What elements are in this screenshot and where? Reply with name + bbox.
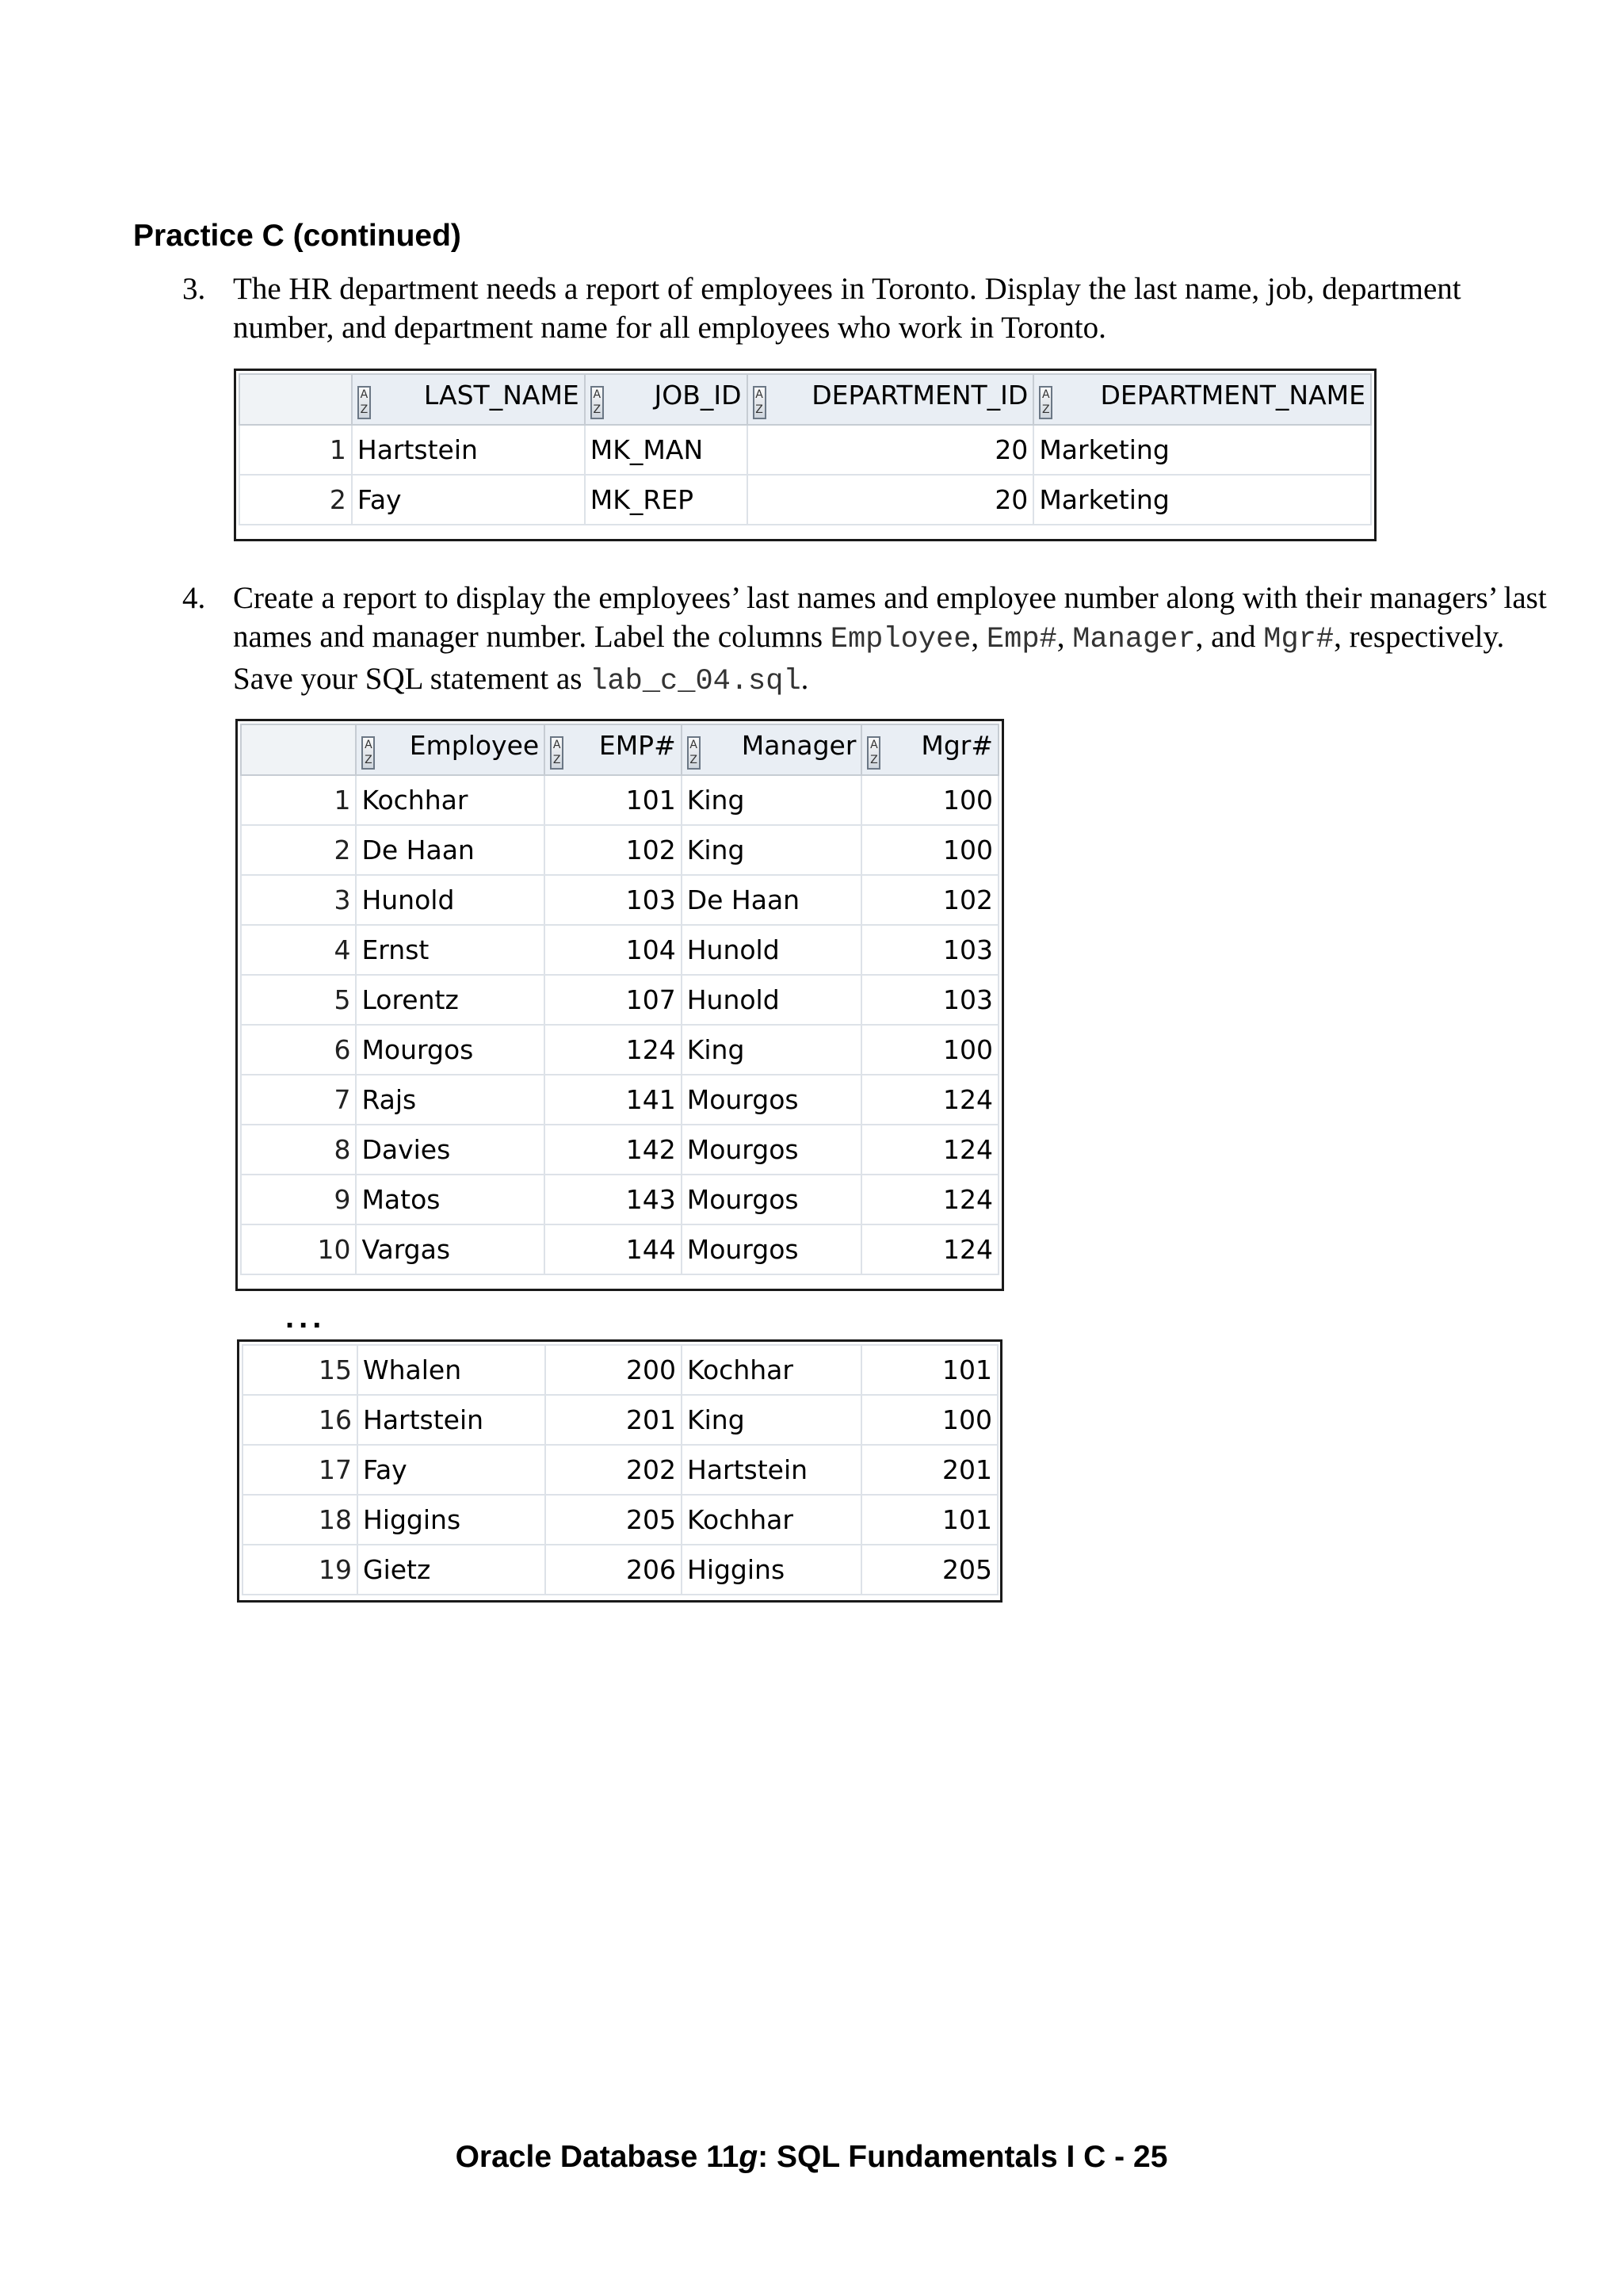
sort-icon[interactable]: A Z <box>361 736 375 770</box>
cell-department-name[interactable]: Marketing <box>1033 475 1371 525</box>
cell-last-name[interactable]: Hartstein <box>352 425 585 475</box>
cell-emp-number[interactable]: 101 <box>544 775 682 825</box>
question-4-text: Create a report to display the employees’ last names and employee number along with their managers’ last names and manager number. Label the columns Employee, Emp#, Manager, and Mgr#, respectively. Save your SQL statement as lab_c_04.sql. <box>233 581 1547 698</box>
cell-mgr-number[interactable]: 101 <box>861 1495 998 1545</box>
row-number: 4 <box>241 925 356 975</box>
column-header[interactable]: A Z Mgr# <box>861 724 999 775</box>
cell-emp-number[interactable]: 200 <box>545 1345 682 1395</box>
cell-manager[interactable]: King <box>682 825 862 875</box>
cell-emp-number[interactable]: 143 <box>544 1175 682 1224</box>
table-row[interactable] <box>241 925 999 975</box>
cell-last-name[interactable]: Fay <box>352 475 585 525</box>
cell-manager[interactable]: Hunold <box>682 975 862 1025</box>
table-row[interactable] <box>241 775 999 825</box>
toronto-results-grid <box>234 369 1377 541</box>
row-number: 2 <box>241 825 356 875</box>
cell-employee[interactable]: Higgins <box>357 1495 545 1545</box>
employee-manager-grid-continued <box>237 1339 1002 1603</box>
row-number: 6 <box>241 1025 356 1075</box>
table-row[interactable] <box>241 1075 999 1125</box>
row-number: 17 <box>242 1445 357 1495</box>
row-number: 19 <box>242 1545 357 1595</box>
cell-employee[interactable]: Ernst <box>356 925 544 975</box>
column-alias-employee: Employee <box>830 623 972 656</box>
table-row[interactable] <box>239 475 1371 525</box>
cell-manager[interactable]: Kochhar <box>682 1345 861 1395</box>
employee-manager-grid <box>235 719 1004 1291</box>
cell-manager[interactable]: King <box>682 775 862 825</box>
table-row[interactable] <box>241 1025 999 1075</box>
cell-emp-number[interactable]: 102 <box>544 825 682 875</box>
cell-employee[interactable]: Gietz <box>357 1545 545 1595</box>
sort-icon[interactable]: A Z <box>753 386 766 419</box>
column-header[interactable]: A Z JOB_ID <box>585 374 747 425</box>
cell-employee[interactable]: Hartstein <box>357 1395 545 1445</box>
question-3-number: 3. <box>182 272 206 306</box>
table-row[interactable] <box>242 1545 998 1595</box>
table-row[interactable] <box>241 875 999 925</box>
cell-manager[interactable]: King <box>682 1025 862 1075</box>
table-header-row <box>239 374 1371 425</box>
cell-manager[interactable]: King <box>682 1395 861 1445</box>
row-number-header <box>241 724 356 775</box>
cell-mgr-number[interactable]: 124 <box>861 1125 999 1175</box>
cell-emp-number[interactable]: 104 <box>544 925 682 975</box>
row-number: 3 <box>241 875 356 925</box>
row-number: 8 <box>241 1125 356 1175</box>
employee-manager-table-continued <box>242 1344 999 1595</box>
cell-mgr-number[interactable]: 100 <box>861 825 999 875</box>
row-number: 15 <box>242 1345 357 1395</box>
cell-job-id[interactable]: MK_REP <box>585 475 747 525</box>
toronto-results-table <box>239 373 1372 525</box>
cell-department-id[interactable]: 20 <box>747 425 1034 475</box>
cell-mgr-number[interactable]: 124 <box>861 1224 999 1274</box>
cell-department-id[interactable]: 20 <box>747 475 1034 525</box>
table-header-row <box>241 724 999 775</box>
table-row[interactable] <box>241 1175 999 1224</box>
cell-emp-number[interactable]: 201 <box>545 1395 682 1445</box>
cell-employee[interactable]: Mourgos <box>356 1025 544 1075</box>
table-row[interactable] <box>242 1345 998 1395</box>
sort-icon[interactable]: A Z <box>867 736 880 770</box>
cell-employee[interactable]: Matos <box>356 1175 544 1224</box>
cell-manager[interactable]: Higgins <box>682 1545 861 1595</box>
column-header[interactable]: A Z DEPARTMENT_NAME <box>1033 374 1371 425</box>
cell-emp-number[interactable]: 141 <box>544 1075 682 1125</box>
cell-manager[interactable]: Mourgos <box>682 1175 862 1224</box>
column-header[interactable]: A Z EMP# <box>544 724 682 775</box>
cell-emp-number[interactable]: 103 <box>544 875 682 925</box>
sql-filename: lab_c_04.sql <box>590 665 801 698</box>
row-number: 5 <box>241 975 356 1025</box>
cell-mgr-number[interactable]: 201 <box>861 1445 998 1495</box>
page-footer: Oracle Database 11g: SQL Fundamentals I C - 25 <box>455 2140 1168 2174</box>
cell-department-name[interactable]: Marketing <box>1033 425 1371 475</box>
cell-manager[interactable]: Mourgos <box>682 1075 862 1125</box>
cell-mgr-number[interactable]: 101 <box>861 1345 998 1395</box>
cell-emp-number[interactable]: 144 <box>544 1224 682 1274</box>
cell-employee[interactable]: Lorentz <box>356 975 544 1025</box>
employee-manager-table <box>240 724 999 1275</box>
sort-icon[interactable]: A Z <box>550 736 563 770</box>
column-header[interactable]: A Z Employee <box>356 724 544 775</box>
row-number: 16 <box>242 1395 357 1445</box>
cell-manager[interactable]: Mourgos <box>682 1125 862 1175</box>
table-row[interactable] <box>242 1495 998 1545</box>
cell-emp-number[interactable]: 107 <box>544 975 682 1025</box>
row-number: 9 <box>241 1175 356 1224</box>
column-header[interactable]: A Z Manager <box>682 724 862 775</box>
sort-icon[interactable]: A Z <box>1039 386 1052 419</box>
table-row[interactable] <box>241 1224 999 1274</box>
cell-employee[interactable]: Rajs <box>356 1075 544 1125</box>
row-number: 18 <box>242 1495 357 1545</box>
cell-mgr-number[interactable]: 124 <box>861 1075 999 1125</box>
row-number: 7 <box>241 1075 356 1125</box>
cell-emp-number[interactable]: 142 <box>544 1125 682 1175</box>
row-number: 1 <box>239 425 352 475</box>
cell-mgr-number[interactable]: 103 <box>861 925 999 975</box>
cell-emp-number[interactable]: 202 <box>545 1445 682 1495</box>
table-row[interactable] <box>241 1125 999 1175</box>
cell-employee[interactable]: Davies <box>356 1125 544 1175</box>
cell-mgr-number[interactable]: 100 <box>861 1395 998 1445</box>
table-row[interactable] <box>242 1395 998 1445</box>
row-number-header <box>239 374 352 425</box>
sort-icon[interactable]: A Z <box>590 386 604 419</box>
column-alias-mgr: Mgr# <box>1263 623 1335 656</box>
cell-mgr-number[interactable]: 100 <box>861 1025 999 1075</box>
cell-manager[interactable]: Mourgos <box>682 1224 862 1274</box>
sort-icon[interactable]: A Z <box>357 386 371 419</box>
cell-employee[interactable]: Vargas <box>356 1224 544 1274</box>
cell-manager[interactable]: Hartstein <box>682 1445 861 1495</box>
cell-employee[interactable]: Kochhar <box>356 775 544 825</box>
row-number: 10 <box>241 1224 356 1274</box>
cell-manager[interactable]: Hunold <box>682 925 862 975</box>
cell-employee[interactable]: Hunold <box>356 875 544 925</box>
column-alias-emp: Emp# <box>986 623 1057 656</box>
cell-emp-number[interactable]: 206 <box>545 1545 682 1595</box>
cell-employee[interactable]: Whalen <box>357 1345 545 1395</box>
cell-mgr-number[interactable]: 102 <box>861 875 999 925</box>
table-row[interactable] <box>241 825 999 875</box>
row-number: 1 <box>241 775 356 825</box>
sort-icon[interactable]: A Z <box>687 736 701 770</box>
cell-mgr-number[interactable]: 205 <box>861 1545 998 1595</box>
row-number: 2 <box>239 475 352 525</box>
table-row[interactable] <box>239 425 1371 475</box>
omitted-rows-ellipsis: ... <box>285 1300 327 1335</box>
cell-manager[interactable]: Kochhar <box>682 1495 861 1545</box>
cell-mgr-number[interactable]: 100 <box>861 775 999 825</box>
table-row[interactable] <box>242 1445 998 1495</box>
cell-emp-number[interactable]: 205 <box>545 1495 682 1545</box>
column-alias-manager: Manager <box>1072 623 1196 656</box>
table-row[interactable] <box>241 975 999 1025</box>
cell-manager[interactable]: De Haan <box>682 875 862 925</box>
cell-mgr-number[interactable]: 124 <box>861 1175 999 1224</box>
cell-emp-number[interactable]: 124 <box>544 1025 682 1075</box>
cell-employee[interactable]: Fay <box>357 1445 545 1495</box>
cell-employee[interactable]: De Haan <box>356 825 544 875</box>
cell-job-id[interactable]: MK_MAN <box>585 425 747 475</box>
question-4-number: 4. <box>182 581 206 615</box>
cell-mgr-number[interactable]: 103 <box>861 975 999 1025</box>
column-header[interactable]: A Z DEPARTMENT_ID <box>747 374 1034 425</box>
question-3-text: The HR department needs a report of employees in Toronto. Display the last name, job, department number, and department name for all employees who work in Toronto. <box>233 272 1461 345</box>
column-header[interactable]: A Z LAST_NAME <box>352 374 585 425</box>
page-heading: Practice C (continued) <box>133 219 461 253</box>
